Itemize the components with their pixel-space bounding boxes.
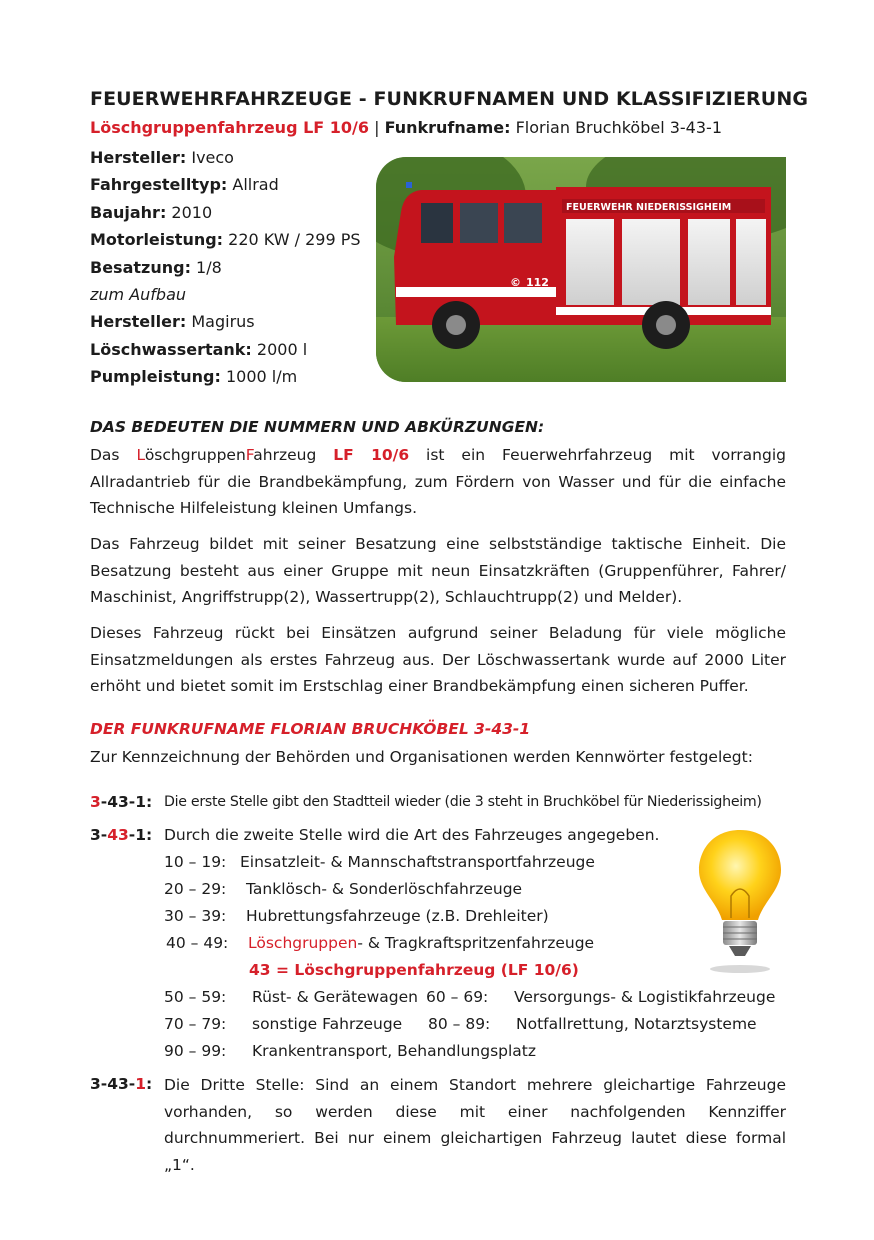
spec-row — [90, 363, 361, 390]
spec-value: 220 KW / 299 PS — [223, 230, 361, 250]
category-row: 60 – 69: Versorgungs- & Logistikfahrzeuge — [426, 988, 776, 1006]
callsign-label: Funkrufname: — [384, 118, 511, 137]
category-row: 90 – 99: Krankentransport, Behandlungsplatz — [164, 1042, 536, 1060]
category-row: 50 – 59: Rüst- & Gerätewagen — [164, 988, 418, 1006]
spec-row — [90, 199, 361, 226]
svg-text:©: © — [510, 276, 521, 289]
spec-row — [90, 144, 361, 171]
category-row: 20 – 29: Tanklösch- & Sonderlöschfahrzeuge — [164, 880, 523, 898]
section-heading-abbreviations: DAS BEDEUTEN DIE NUMMERN UND ABKÜRZUNGEN: — [90, 418, 545, 436]
spec-label: Hersteller: — [90, 312, 187, 332]
spec-value: Allrad — [227, 175, 279, 195]
spec-label: Löschwassertank: — [90, 339, 252, 359]
code-digit-3-text: Die Dritte Stelle: Sind an einem Standort mehrere gleichartige Fahrzeuge vorhanden, so werden diese mit einer nachfolgenden Kennziffer durchnummeriert. Bei nur einem gleichartigen Fahrzeug lautet diese formal „1“. — [164, 1076, 786, 1174]
spec-value: 2010 — [166, 202, 213, 222]
spec-list — [90, 144, 361, 391]
lightbulb-icon — [695, 826, 785, 976]
callsign-value: Florian Bruchköbel 3-43-1 — [510, 118, 722, 137]
paragraph-crew: Das Fahrzeug bildet mit seiner Besatzung eine selbstständige taktische Einheit. Die Besatzung besteht aus einer Gruppe mit neun Einsatzkräften (Gruppenführer, Fahrer/ Maschinist, Angriffstrupp(2), Wassertrupp(2), Schlauchtrupp(2) und Melder). — [90, 535, 786, 606]
spec-row — [90, 171, 361, 198]
category-row: 40 – 49: Löschgruppen- & Tragkraftspritzenfahrzeuge — [166, 934, 595, 952]
code-digit-1-text: Die erste Stelle gibt den Stadtteil wieder (die 3 steht in Bruchköbel für Niederissigheim) — [164, 794, 762, 810]
highlight-lf: 43 = Löschgruppenfahrzeug (LF 10/6) — [249, 961, 579, 979]
code-digit-2-text: Durch die zweite Stelle wird die Art des Fahrzeuges angegeben. — [164, 826, 660, 844]
spec-row — [90, 336, 361, 363]
spec-row — [90, 226, 361, 253]
category-row: 70 – 79: sonstige Fahrzeuge — [164, 1015, 403, 1033]
category-row: 30 – 39: Hubrettungsfahrzeuge (z.B. Drehleiter) — [164, 907, 549, 925]
spec-subheading: zum Aufbau — [90, 285, 187, 305]
spec-row — [90, 254, 361, 281]
page-title: FEUERWEHRFAHRZEUGE - FUNKRUFNAMEN UND KLASSIFIZIERUNG — [90, 88, 809, 110]
spec-value: Iveco — [186, 148, 234, 167]
svg-text:FEUERWEHR NIEDERISSIGHEIM: FEUERWEHR NIEDERISSIGHEIM — [566, 202, 732, 213]
spec-row — [90, 281, 361, 308]
spec-label: Motorleistung: — [90, 230, 224, 250]
category-row: 10 – 19: Einsatzleit- & Mannschaftstransportfahrzeuge — [164, 853, 595, 871]
svg-text:112: 112 — [526, 276, 549, 289]
spec-value: Magirus — [186, 312, 255, 332]
spec-label: Fahrgestelltyp: — [90, 175, 228, 195]
paragraph-first-response: Dieses Fahrzeug rückt bei Einsätzen aufgrund seiner Beladung für viele mögliche Einsatzmeldungen als erstes Fahrzeug aus. Der Löschwassertank wurde auf 2000 Liter erhöht und bietet somit im Erstschlag einer Brandbekämpfung einen sicheren Puffer. — [90, 624, 786, 695]
code-digit-1: 3-43-1: — [90, 793, 153, 811]
vehicle-subtitle — [90, 118, 722, 137]
paragraph-lf-description: Das LöschgruppenFahrzeug LF 10/6 ist ein Feuerwehrfahrzeug mit vorrangig Allradantrieb für die Brandbekämpfung, zum Fördern von Wasser und für die einfache Technische Hilfeleistung kleinen Umfangs. — [90, 446, 786, 517]
callsign-intro: Zur Kennzeichnung der Behörden und Organisationen werden Kennwörter festgelegt: — [90, 748, 753, 766]
spec-value: 1/8 — [190, 257, 222, 277]
section-heading-callsign: DER FUNKRUFNAME FLORIAN BRUCHKÖBEL 3-43-1 — [90, 720, 531, 738]
category-row: 80 – 89: Notfallrettung, Notarztsysteme — [428, 1015, 757, 1033]
spec-row — [90, 308, 361, 335]
spec-value: 1000 l/m — [220, 367, 298, 387]
spec-label: Pumpleistung: — [90, 367, 221, 387]
spec-label: Hersteller: — [90, 148, 187, 167]
spec-label: Besatzung: — [90, 257, 191, 277]
vehicle-name: Löschgruppenfahrzeug LF 10/6 — [90, 118, 370, 137]
code-digit-3: 3-43-1: — [90, 1075, 153, 1093]
subtitle-separator: | — [369, 118, 385, 137]
code-digit-2: 3-43-1: — [90, 826, 153, 844]
fire-truck-photo — [376, 157, 786, 382]
spec-value: 2000 l — [251, 339, 308, 359]
spec-label: Baujahr: — [90, 202, 167, 222]
